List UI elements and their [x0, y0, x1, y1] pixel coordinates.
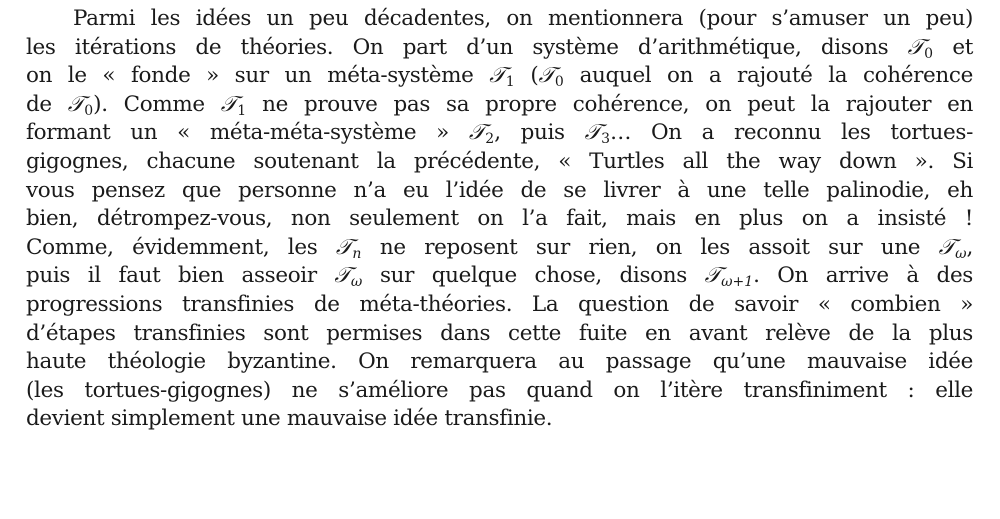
math-subscript: n: [352, 245, 362, 262]
math-base: 𝒯: [938, 234, 956, 260]
text-line: [26, 205, 973, 234]
text-run: bien, détrompez-vous, non seulement on l’a fait, mais en plus on a insisté !: [26, 206, 973, 232]
math-symbol: [584, 120, 610, 148]
text-line: [26, 177, 973, 206]
text-run: vous pensez que personne n’a eu l’idée de se livrer à une telle palinodie, eh: [26, 177, 973, 203]
paragraph: [26, 5, 973, 434]
math-subscript: 1: [505, 74, 515, 91]
math-base: 𝒯: [704, 263, 722, 289]
text-run: formant un « méta-méta-système »: [26, 120, 469, 146]
text-line: [26, 5, 973, 34]
text-run: on le « fonde » sur un méta-système: [26, 63, 490, 89]
text-line: [26, 119, 973, 148]
math-subscript: 1: [237, 102, 247, 119]
math-symbol: [489, 63, 515, 91]
text-run: sur quelque chose, disons: [362, 263, 705, 289]
math-subscript: ω: [350, 274, 363, 291]
text-run: ne prouve pas sa propre cohérence, on peut la rajouter en: [246, 91, 973, 117]
math-symbol: [468, 120, 495, 148]
text-line: [26, 91, 973, 120]
text-run: et: [933, 34, 973, 60]
math-symbol: [908, 35, 933, 60]
math-subscript: 0: [84, 102, 94, 119]
text-run: haute théologie byzantine. On remarquera au passage qu’une mauvaise idée: [26, 349, 973, 375]
text-run: d’étapes transfinies sont permises dans cette fuite en avant relève de la plus: [26, 320, 973, 346]
text-run: puis il faut bien asseoir: [26, 263, 335, 289]
text-line: [26, 291, 973, 320]
math-base: 𝒯: [538, 63, 555, 89]
math-base: 𝒯: [468, 120, 486, 146]
document-page: [26, 5, 973, 434]
math-symbol: [221, 92, 246, 117]
text-line: [26, 262, 973, 291]
text-run: les itérations de théories. On part d’un système d’arithmétique, disons: [26, 34, 908, 60]
text-run: ne reposent sur rien, on les assoit sur une: [361, 234, 939, 260]
text-run: , puis: [494, 120, 585, 146]
math-symbol: [336, 235, 362, 260]
math-subscript: ω+1: [721, 274, 754, 291]
math-subscript: 3: [601, 131, 610, 148]
math-base: 𝒯: [584, 120, 602, 146]
text-line: [26, 377, 973, 406]
text-run: ,: [966, 234, 973, 260]
text-line: [26, 34, 973, 63]
text-run: … On a reconnu les tortues-: [609, 120, 973, 146]
math-base: 𝒯: [489, 63, 506, 89]
math-symbol: [68, 92, 93, 117]
math-subscript: 0: [554, 74, 564, 91]
text-run: devient simplement une mauvaise idée transfinie.: [26, 406, 553, 432]
math-symbol: [538, 63, 564, 91]
math-base: 𝒯: [334, 263, 351, 289]
text-run: Parmi les idées un peu décadentes, on mentionnera (pour s’amuser un peu): [73, 6, 973, 31]
math-base: 𝒯: [220, 91, 238, 117]
text-line: [26, 405, 973, 434]
math-subscript: ω: [955, 245, 967, 262]
math-base: 𝒯: [907, 34, 925, 60]
text-run: auquel on a rajouté la cohérence: [563, 63, 973, 89]
text-run: gigognes, chacune soutenant la précédente, « Turtles all the way down ». Si: [26, 148, 973, 174]
text-run: (: [514, 63, 539, 89]
text-run: Comme, évidemment, les: [26, 234, 336, 260]
text-run: ). Comme: [93, 91, 221, 117]
text-line: [26, 234, 973, 263]
text-run: . On arrive à des: [753, 263, 973, 289]
math-subscript: 0: [924, 45, 933, 62]
math-symbol: [334, 263, 363, 291]
text-line: [26, 348, 973, 377]
text-run: de: [26, 91, 68, 117]
text-run: (les tortues-gigognes) ne s’améliore pas quand on l’itère transfiniment : elle: [26, 377, 973, 403]
math-subscript: 2: [485, 131, 495, 148]
text-line: [26, 62, 973, 91]
text-line: [26, 148, 973, 177]
math-symbol: [704, 263, 754, 291]
text-line: [26, 320, 973, 349]
math-base: 𝒯: [335, 234, 353, 260]
text-run: progressions transfinies de méta-théories. La question de savoir « combien »: [26, 291, 973, 317]
math-symbol: [939, 235, 967, 260]
math-base: 𝒯: [67, 91, 85, 117]
